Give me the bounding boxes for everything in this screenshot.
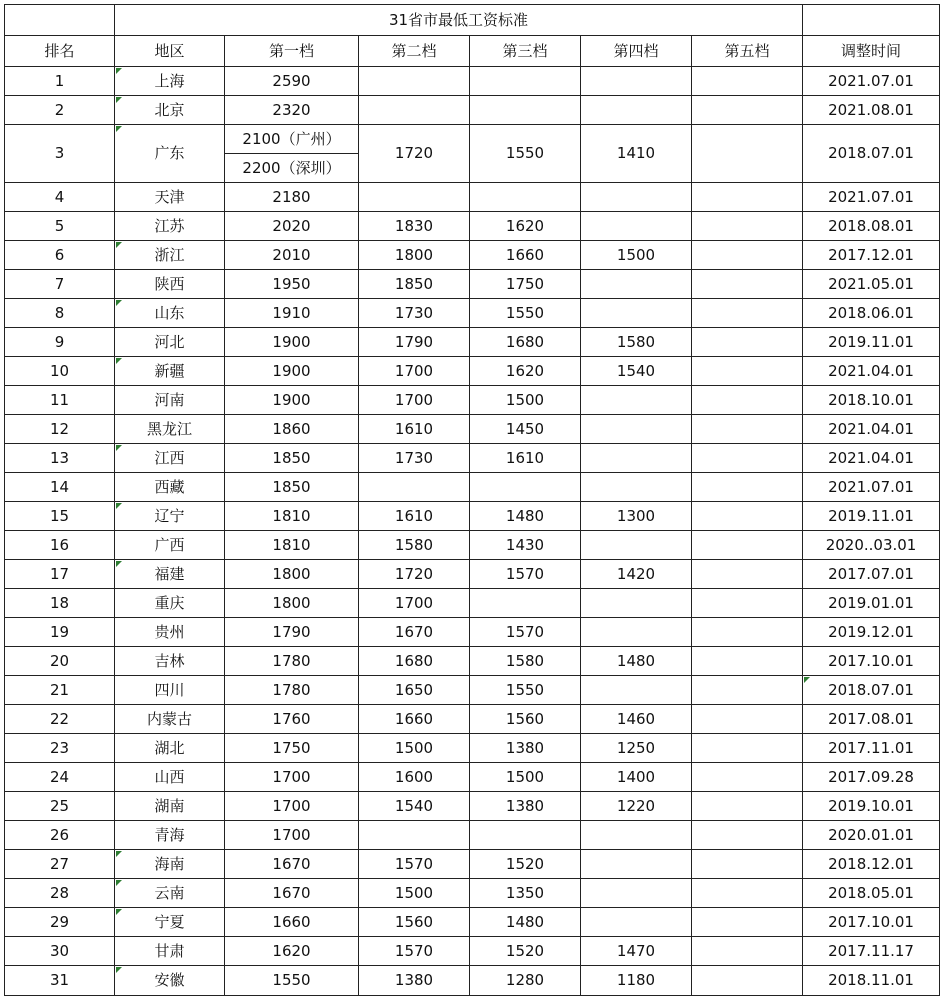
tier1-cell[interactable]: 1790 (225, 618, 359, 647)
sheet-bottom-edge (0, 992, 941, 1000)
table-row (5, 676, 940, 705)
tier3-cell[interactable]: 1430 (470, 531, 581, 560)
adjust-date-cell[interactable]: 2021.04.01 (803, 357, 940, 386)
table-row (5, 792, 940, 821)
tier4-cell[interactable] (581, 821, 692, 850)
adjust-date-cell[interactable]: 2017.11.01 (803, 734, 940, 763)
tier1-cell[interactable]: 1810 (225, 502, 359, 531)
tier2-cell[interactable]: 1720 (359, 560, 470, 589)
rank-cell[interactable]: 31 (5, 966, 115, 996)
tier2-cell[interactable] (359, 183, 470, 212)
tier5-cell[interactable] (692, 270, 803, 299)
tier1-cell[interactable]: 1900 (225, 328, 359, 357)
tier5-cell[interactable] (692, 850, 803, 879)
table-row (5, 966, 940, 996)
tier3-cell[interactable]: 1380 (470, 792, 581, 821)
adjust-date-cell[interactable]: 2017.10.01 (803, 908, 940, 937)
tier4-cell[interactable] (581, 444, 692, 473)
tier3-cell[interactable]: 1580 (470, 647, 581, 676)
tier5-cell[interactable] (692, 734, 803, 763)
tier3-cell[interactable]: 1520 (470, 937, 581, 966)
tier3-cell[interactable]: 1620 (470, 212, 581, 241)
adjust-date-cell[interactable]: 2021.04.01 (803, 415, 940, 444)
tier1-cell[interactable]: 2020 (225, 212, 359, 241)
adjust-date-cell[interactable]: 2018.11.01 (803, 966, 940, 996)
tier3-cell[interactable]: 1620 (470, 357, 581, 386)
table-row (5, 125, 940, 154)
tier2-cell[interactable]: 1720 (359, 125, 470, 183)
region-cell[interactable]: 江苏 (115, 212, 225, 241)
adjust-date-cell[interactable]: 2020..03.01 (803, 531, 940, 560)
adjust-date-cell[interactable]: 2018.08.01 (803, 212, 940, 241)
tier3-cell[interactable]: 1550 (470, 299, 581, 328)
table-row (5, 299, 940, 328)
tier4-cell[interactable] (581, 212, 692, 241)
tier4-cell[interactable]: 1480 (581, 647, 692, 676)
table-row (5, 444, 940, 473)
tier1-cell[interactable]: 1670 (225, 850, 359, 879)
tier4-cell[interactable] (581, 589, 692, 618)
region-cell[interactable]: 青海 (115, 821, 225, 850)
tier4-cell[interactable]: 1220 (581, 792, 692, 821)
tier3-cell[interactable] (470, 183, 581, 212)
header-tier3[interactable]: 第三档 (470, 36, 581, 67)
tier1-cell[interactable]: 1900 (225, 386, 359, 415)
tier1-cell[interactable]: 1810 (225, 531, 359, 560)
tier2-cell[interactable]: 1790 (359, 328, 470, 357)
tier4-cell[interactable]: 1580 (581, 328, 692, 357)
tier4-cell[interactable] (581, 676, 692, 705)
tier3-cell[interactable]: 1550 (470, 676, 581, 705)
rank-cell[interactable]: 26 (5, 821, 115, 850)
header-region[interactable]: 地区 (115, 36, 225, 67)
adjust-date-cell[interactable]: 2017.10.01 (803, 647, 940, 676)
tier2-cell[interactable]: 1800 (359, 241, 470, 270)
tier3-cell[interactable]: 1520 (470, 850, 581, 879)
tier3-cell[interactable]: 1680 (470, 328, 581, 357)
tier1-cell[interactable]: 1950 (225, 270, 359, 299)
tier5-cell[interactable] (692, 444, 803, 473)
tier1-cell[interactable]: 1800 (225, 560, 359, 589)
rank-cell[interactable]: 29 (5, 908, 115, 937)
tier5-cell[interactable] (692, 357, 803, 386)
table-row (5, 734, 940, 763)
tier3-cell[interactable]: 1450 (470, 415, 581, 444)
tier4-cell[interactable] (581, 618, 692, 647)
tier5-cell[interactable] (692, 908, 803, 937)
rank-cell[interactable]: 12 (5, 415, 115, 444)
tier3-cell[interactable]: 1570 (470, 618, 581, 647)
adjust-date-cell[interactable]: 2019.11.01 (803, 328, 940, 357)
adjust-date-cell[interactable]: 2018.12.01 (803, 850, 940, 879)
adjust-date-cell[interactable]: 2021.08.01 (803, 96, 940, 125)
tier1-cell[interactable]: 1660 (225, 908, 359, 937)
tier3-cell[interactable]: 1550 (470, 125, 581, 183)
tier2-cell[interactable]: 1580 (359, 531, 470, 560)
tier3-cell[interactable]: 1280 (470, 966, 581, 996)
min-wage-table (4, 4, 940, 996)
region-cell[interactable]: 海南 (115, 850, 225, 879)
table-row (5, 937, 940, 966)
region-cell[interactable]: 浙江 (115, 241, 225, 270)
rank-cell[interactable]: 7 (5, 270, 115, 299)
tier3-cell[interactable] (470, 67, 581, 96)
tier5-cell[interactable] (692, 125, 803, 183)
tier1-cell[interactable]: 1860 (225, 415, 359, 444)
tier1-cell[interactable]: 2590 (225, 67, 359, 96)
tier5-cell[interactable] (692, 937, 803, 966)
table-title[interactable]: 31省市最低工资标准 (115, 5, 803, 36)
tier3-cell[interactable] (470, 96, 581, 125)
tier5-cell[interactable] (692, 676, 803, 705)
tier5-cell[interactable] (692, 415, 803, 444)
rank-cell[interactable]: 24 (5, 763, 115, 792)
region-cell[interactable]: 黑龙江 (115, 415, 225, 444)
tier2-cell[interactable]: 1670 (359, 618, 470, 647)
region-cell[interactable]: 福建 (115, 560, 225, 589)
tier2-cell[interactable]: 1830 (359, 212, 470, 241)
rank-cell[interactable]: 23 (5, 734, 115, 763)
header-row (5, 36, 940, 67)
rank-cell[interactable]: 15 (5, 502, 115, 531)
rank-cell[interactable]: 25 (5, 792, 115, 821)
tier3-cell[interactable]: 1500 (470, 386, 581, 415)
region-cell[interactable]: 山东 (115, 299, 225, 328)
adjust-date-cell[interactable]: 2018.07.01 (803, 125, 940, 183)
tier2-cell[interactable]: 1700 (359, 357, 470, 386)
tier2-cell[interactable]: 1500 (359, 734, 470, 763)
rank-cell[interactable]: 6 (5, 241, 115, 270)
table-row (5, 850, 940, 879)
rank-cell[interactable]: 16 (5, 531, 115, 560)
region-cell[interactable]: 河南 (115, 386, 225, 415)
adjust-date-cell[interactable]: 2021.05.01 (803, 270, 940, 299)
adjust-date-cell[interactable]: 2018.07.01 (803, 676, 940, 705)
adjust-date-cell[interactable]: 2020.01.01 (803, 821, 940, 850)
region-cell[interactable]: 吉林 (115, 647, 225, 676)
tier1-cell[interactable]: 1760 (225, 705, 359, 734)
tier3-cell[interactable]: 1380 (470, 734, 581, 763)
tier1-cell[interactable]: 1670 (225, 879, 359, 908)
tier5-cell[interactable] (692, 705, 803, 734)
table-row (5, 647, 940, 676)
adjust-date-cell[interactable]: 2017.11.17 (803, 937, 940, 966)
region-cell[interactable]: 安徽 (115, 966, 225, 996)
header-adjust-date[interactable]: 调整时间 (803, 36, 940, 67)
tier5-cell[interactable] (692, 792, 803, 821)
table-row (5, 67, 940, 96)
tier2-cell[interactable]: 1540 (359, 792, 470, 821)
rank-cell[interactable]: 10 (5, 357, 115, 386)
adjust-date-cell[interactable]: 2017.07.01 (803, 560, 940, 589)
header-tier1[interactable]: 第一档 (225, 36, 359, 67)
table-body (5, 67, 940, 996)
tier4-cell[interactable] (581, 299, 692, 328)
rank-cell[interactable]: 28 (5, 879, 115, 908)
tier2-cell[interactable] (359, 821, 470, 850)
adjust-date-cell[interactable]: 2019.11.01 (803, 502, 940, 531)
region-cell[interactable]: 山西 (115, 763, 225, 792)
tier3-cell[interactable]: 1560 (470, 705, 581, 734)
tier3-cell[interactable] (470, 589, 581, 618)
region-cell[interactable]: 天津 (115, 183, 225, 212)
tier4-cell[interactable] (581, 850, 692, 879)
rank-cell[interactable]: 2 (5, 96, 115, 125)
region-cell[interactable]: 广东 (115, 125, 225, 183)
rank-cell[interactable]: 22 (5, 705, 115, 734)
tier4-cell[interactable]: 1500 (581, 241, 692, 270)
tier2-cell[interactable]: 1730 (359, 444, 470, 473)
tier4-cell[interactable] (581, 386, 692, 415)
tier4-cell[interactable]: 1400 (581, 763, 692, 792)
rank-cell[interactable]: 5 (5, 212, 115, 241)
tier4-cell[interactable] (581, 270, 692, 299)
tier2-cell[interactable]: 1570 (359, 850, 470, 879)
region-cell[interactable]: 河北 (115, 328, 225, 357)
tier1-cell[interactable]: 1800 (225, 589, 359, 618)
tier4-cell[interactable] (581, 96, 692, 125)
header-tier5[interactable]: 第五档 (692, 36, 803, 67)
tier5-cell[interactable] (692, 647, 803, 676)
tier3-cell[interactable]: 1480 (470, 502, 581, 531)
tier5-cell[interactable] (692, 473, 803, 502)
region-cell[interactable]: 云南 (115, 879, 225, 908)
tier5-cell[interactable] (692, 299, 803, 328)
rank-cell[interactable]: 27 (5, 850, 115, 879)
tier5-cell[interactable] (692, 763, 803, 792)
tier1-cell[interactable]: 2180 (225, 183, 359, 212)
adjust-date-cell[interactable]: 2018.06.01 (803, 299, 940, 328)
tier2-cell[interactable]: 1730 (359, 299, 470, 328)
tier1-cell[interactable]: 1910 (225, 299, 359, 328)
region-cell[interactable]: 重庆 (115, 589, 225, 618)
tier3-cell[interactable]: 1480 (470, 908, 581, 937)
tier2-cell[interactable]: 1610 (359, 502, 470, 531)
tier4-cell[interactable] (581, 879, 692, 908)
tier4-cell[interactable]: 1470 (581, 937, 692, 966)
tier4-cell[interactable] (581, 415, 692, 444)
tier4-cell[interactable] (581, 67, 692, 96)
tier2-cell[interactable]: 1700 (359, 386, 470, 415)
header-tier2[interactable]: 第二档 (359, 36, 470, 67)
tier3-cell[interactable]: 1660 (470, 241, 581, 270)
tier5-cell[interactable] (692, 560, 803, 589)
tier4-cell[interactable] (581, 908, 692, 937)
tier4-cell[interactable] (581, 531, 692, 560)
tier4-cell[interactable]: 1250 (581, 734, 692, 763)
adjust-date-cell[interactable]: 2019.12.01 (803, 618, 940, 647)
table-row (5, 618, 940, 647)
region-cell[interactable]: 宁夏 (115, 908, 225, 937)
table-row (5, 821, 940, 850)
region-cell[interactable]: 新疆 (115, 357, 225, 386)
tier2-cell[interactable]: 1850 (359, 270, 470, 299)
table-row (5, 96, 940, 125)
rank-cell[interactable]: 20 (5, 647, 115, 676)
rank-cell[interactable]: 11 (5, 386, 115, 415)
rank-cell[interactable]: 21 (5, 676, 115, 705)
tier4-cell[interactable]: 1540 (581, 357, 692, 386)
title-row (5, 5, 940, 36)
region-cell[interactable]: 贵州 (115, 618, 225, 647)
tier5-cell[interactable] (692, 67, 803, 96)
tier2-cell[interactable]: 1570 (359, 937, 470, 966)
tier3-cell[interactable]: 1500 (470, 763, 581, 792)
tier4-cell[interactable]: 1460 (581, 705, 692, 734)
tier4-cell[interactable] (581, 183, 692, 212)
tier4-cell[interactable]: 1420 (581, 560, 692, 589)
tier4-cell[interactable]: 1180 (581, 966, 692, 996)
adjust-date-cell[interactable]: 2017.12.01 (803, 241, 940, 270)
adjust-date-cell[interactable]: 2018.05.01 (803, 879, 940, 908)
tier1-cell[interactable]: 1850 (225, 444, 359, 473)
tier5-cell[interactable] (692, 821, 803, 850)
tier1-cell[interactable]: 1780 (225, 676, 359, 705)
tier4-cell[interactable]: 1300 (581, 502, 692, 531)
region-cell[interactable]: 北京 (115, 96, 225, 125)
rank-cell[interactable]: 13 (5, 444, 115, 473)
tier1-cell[interactable]: 2010 (225, 241, 359, 270)
tier2-cell[interactable] (359, 473, 470, 502)
title-blank-cell[interactable] (5, 5, 115, 36)
table-row (5, 357, 940, 386)
tier1-cell[interactable]: 1900 (225, 357, 359, 386)
tier1-cell[interactable]: 1780 (225, 647, 359, 676)
tier1-cell[interactable]: 1750 (225, 734, 359, 763)
tier1-cell[interactable]: 1620 (225, 937, 359, 966)
rank-cell[interactable]: 18 (5, 589, 115, 618)
tier2-cell[interactable]: 1500 (359, 879, 470, 908)
tier1-cell[interactable]: 1850 (225, 473, 359, 502)
table-row (5, 908, 940, 937)
tier2-cell[interactable] (359, 96, 470, 125)
adjust-date-cell[interactable]: 2019.01.01 (803, 589, 940, 618)
region-cell[interactable]: 四川 (115, 676, 225, 705)
tier5-cell[interactable] (692, 241, 803, 270)
rank-cell[interactable]: 30 (5, 937, 115, 966)
tier5-cell[interactable] (692, 386, 803, 415)
tier1-guangzhou-cell[interactable]: 2100（广州） (225, 125, 359, 154)
tier1-cell[interactable]: 1700 (225, 763, 359, 792)
header-tier4[interactable]: 第四档 (581, 36, 692, 67)
tier3-cell[interactable]: 1610 (470, 444, 581, 473)
rank-cell[interactable]: 1 (5, 67, 115, 96)
adjust-date-cell[interactable]: 2017.08.01 (803, 705, 940, 734)
tier5-cell[interactable] (692, 531, 803, 560)
tier5-cell[interactable] (692, 328, 803, 357)
tier3-cell[interactable]: 1350 (470, 879, 581, 908)
adjust-date-cell[interactable]: 2021.04.01 (803, 444, 940, 473)
table-row (5, 328, 940, 357)
adjust-date-cell[interactable]: 2021.07.01 (803, 183, 940, 212)
region-cell[interactable]: 辽宁 (115, 502, 225, 531)
tier2-cell[interactable]: 1650 (359, 676, 470, 705)
tier3-cell[interactable]: 1570 (470, 560, 581, 589)
tier2-cell[interactable]: 1610 (359, 415, 470, 444)
rank-cell[interactable]: 14 (5, 473, 115, 502)
region-cell[interactable]: 上海 (115, 67, 225, 96)
adjust-date-cell[interactable]: 2018.10.01 (803, 386, 940, 415)
tier2-cell[interactable]: 1380 (359, 966, 470, 996)
table-row (5, 212, 940, 241)
region-cell[interactable]: 陕西 (115, 270, 225, 299)
header-rank[interactable]: 排名 (5, 36, 115, 67)
rank-cell[interactable]: 8 (5, 299, 115, 328)
tier1-shenzhen-cell[interactable]: 2200（深圳） (225, 154, 359, 183)
region-cell[interactable]: 甘肃 (115, 937, 225, 966)
table-row (5, 386, 940, 415)
table-row (5, 560, 940, 589)
tier4-cell[interactable]: 1410 (581, 125, 692, 183)
tier2-cell[interactable]: 1700 (359, 589, 470, 618)
adjust-date-cell[interactable]: 2017.09.28 (803, 763, 940, 792)
table-row (5, 589, 940, 618)
tier5-cell[interactable] (692, 879, 803, 908)
region-cell[interactable]: 内蒙古 (115, 705, 225, 734)
tier2-cell[interactable]: 1600 (359, 763, 470, 792)
tier2-cell[interactable]: 1680 (359, 647, 470, 676)
table-row (5, 763, 940, 792)
tier1-cell[interactable]: 1700 (225, 792, 359, 821)
adjust-date-cell[interactable]: 2021.07.01 (803, 473, 940, 502)
rank-cell[interactable]: 9 (5, 328, 115, 357)
rank-cell[interactable]: 17 (5, 560, 115, 589)
tier5-cell[interactable] (692, 618, 803, 647)
region-cell[interactable]: 湖北 (115, 734, 225, 763)
tier5-cell[interactable] (692, 502, 803, 531)
table-row (5, 473, 940, 502)
tier1-cell[interactable]: 1550 (225, 966, 359, 996)
tier5-cell[interactable] (692, 96, 803, 125)
region-cell[interactable]: 西藏 (115, 473, 225, 502)
tier3-cell[interactable] (470, 473, 581, 502)
table-row (5, 183, 940, 212)
region-cell[interactable]: 湖南 (115, 792, 225, 821)
tier1-cell[interactable]: 1700 (225, 821, 359, 850)
table-row (5, 415, 940, 444)
table-row (5, 879, 940, 908)
tier3-cell[interactable] (470, 821, 581, 850)
tier5-cell[interactable] (692, 212, 803, 241)
rank-cell[interactable]: 3 (5, 125, 115, 183)
adjust-date-cell[interactable]: 2021.07.01 (803, 67, 940, 96)
region-cell[interactable]: 江西 (115, 444, 225, 473)
table-row (5, 705, 940, 734)
tier1-cell[interactable]: 2320 (225, 96, 359, 125)
tier5-cell[interactable] (692, 183, 803, 212)
tier5-cell[interactable] (692, 966, 803, 996)
tier5-cell[interactable] (692, 589, 803, 618)
tier2-cell[interactable]: 1560 (359, 908, 470, 937)
adjust-date-cell[interactable]: 2019.10.01 (803, 792, 940, 821)
region-cell[interactable]: 广西 (115, 531, 225, 560)
tier4-cell[interactable] (581, 473, 692, 502)
title-blank-cell[interactable] (803, 5, 940, 36)
table-row (5, 270, 940, 299)
tier2-cell[interactable]: 1660 (359, 705, 470, 734)
rank-cell[interactable]: 19 (5, 618, 115, 647)
rank-cell[interactable]: 4 (5, 183, 115, 212)
tier2-cell[interactable] (359, 67, 470, 96)
table-row (5, 241, 940, 270)
table-row (5, 531, 940, 560)
tier3-cell[interactable]: 1750 (470, 270, 581, 299)
table-row (5, 502, 940, 531)
